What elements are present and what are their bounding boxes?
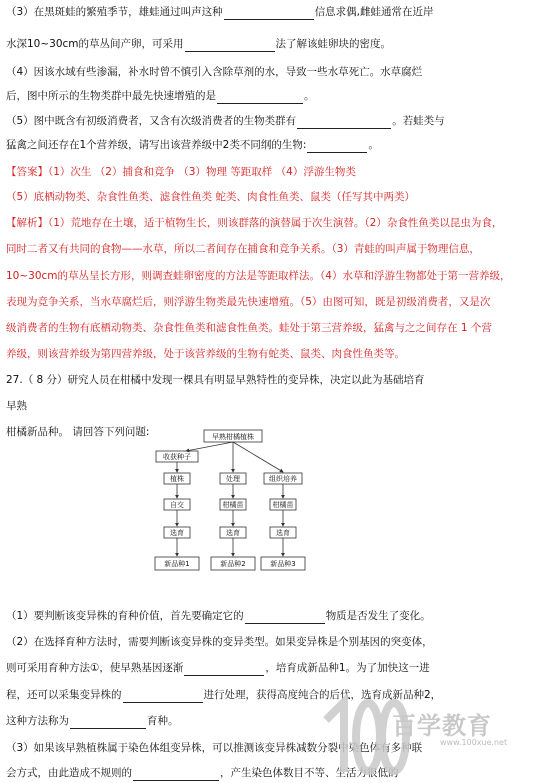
answer-blank: [297, 116, 391, 129]
node-c2-4: 新品种2: [220, 560, 246, 568]
q3-text-d: 法了解该蛙卵块的密度。: [275, 38, 392, 50]
answer-blank: [70, 716, 146, 729]
q4-line1: （4）因该水域有些渗漏，补水时曾不慎引入含除草剂的水，导致一些水草死亡。水草腐烂: [6, 66, 423, 78]
answer-blank: [123, 690, 203, 703]
breeding-flow-diagram: [146, 428, 316, 596]
node-c1-4: 新品种1: [164, 560, 190, 568]
q27-line3: 柑橘新品种。 请回答下列问题:: [6, 426, 150, 438]
answer-line1: 【答案】（1）次生 （2）捕食和竞争 （3）物理 等距取样 （4）浮游生物类: [6, 166, 356, 178]
q5-text-a: （5）图中既含有初级消费者，又含有次级消费者的生物类群有: [6, 115, 297, 127]
node-c3-3: 选育: [276, 529, 290, 537]
q27-p2-text-g: 育种。: [147, 715, 179, 727]
q5-text-b: 。若蛙类与: [392, 115, 445, 127]
q27-p2-text-e: 进行处理，获得高度纯合的后代，选育成新品种2，: [203, 689, 442, 701]
q4-line2: [6, 88, 550, 104]
q27-p1-text-a: （1）要判断该变异株的育种价值，首先要确定它的: [6, 610, 244, 622]
node-c1-2: 自交: [170, 501, 184, 509]
q27-p3-line1: （3）如果该早熟植株属于染色体组变异株，可以推测该变异株减数分裂中染色体有多种联: [6, 742, 423, 754]
node-seed: 收获种子: [163, 453, 191, 461]
q5-line1: [6, 113, 550, 129]
q27-p2-text-d: 程，还可以采集变异株的: [6, 689, 122, 701]
q3-text-a: （3）在黑斑蛙的繁殖季节，雄蛙通过叫声这种: [6, 6, 223, 18]
watermark-logo-url: www.100xue.net: [440, 738, 508, 747]
answer-blank: [307, 140, 367, 153]
answer-blank: [184, 663, 264, 676]
q3-text-c: 水深10~30cm的草丛间产卵，可采用: [6, 38, 184, 50]
q27-p2-line2: [6, 660, 550, 676]
q3-line2: [6, 36, 550, 52]
node-c2-1: 处理: [226, 475, 240, 483]
node-c3-2: 柑橘苗: [272, 501, 294, 509]
q3-line1: [6, 4, 550, 20]
q3-text-b: 信息求偶,雌蛙通常在近岸: [314, 6, 434, 18]
answer-line2: （5）底栖动物类、杂食性鱼类、滤食性鱼类 蛇类、肉食性鱼类、鼠类（任写其中两类）: [6, 191, 416, 203]
node-c2-2: 柑橘苗: [222, 501, 244, 509]
q27-p2-text-c: ，培育成新品种1。为了加快这一进: [265, 662, 430, 674]
q27-p1: [6, 608, 550, 624]
answer-blank: [224, 7, 314, 20]
analysis-line6: 养级，则该营养级为第四营养级，处于该营养级的生物有蛇类、鼠类、肉食性鱼类等。: [6, 348, 405, 360]
node-c1-1: 植株: [170, 475, 184, 483]
node-c3-1: 组织培养: [269, 475, 297, 483]
answer-blank: [217, 91, 303, 104]
answer-blank: [185, 39, 275, 52]
answer-blank: [245, 611, 325, 624]
q4-text-a: 后，图中所示的生物类群中最先快速增殖的是: [6, 90, 216, 102]
q27-p3-text-b: 会方式，由此造成不规则的: [6, 767, 132, 779]
analysis-line2: 同时二者又有共同的食物——水草，所以二者间存在捕食和竞争关系。（3）青蛙的叫声属于物理信息，: [6, 243, 480, 255]
q5-line2: [6, 137, 550, 153]
node-c1-3: 选育: [170, 529, 184, 537]
q5-text-d: 。: [368, 139, 379, 151]
analysis-line4: 表现为竞争关系，当水草腐烂后，则浮游生物类最先快速增殖。（5）由图可知，既是初级消费者，又是次: [6, 296, 491, 308]
q27-p2-text-b: 则可采用育种方法①，使早熟基因逐渐: [6, 662, 184, 674]
q27-p2-text-f: 这种方法称为: [6, 715, 69, 727]
node-c2-3: 选育: [226, 529, 240, 537]
q27-p1-text-b: 物质是否发生了变化。: [325, 610, 431, 622]
answer-blank: [133, 768, 219, 781]
analysis-line5: 级消费者的生物有底栖动物类、杂食性鱼类和滤食性鱼类。蛙处于第三营养级，猛禽与之之间存在 1 个营: [6, 322, 492, 334]
node-c3-4: 新品种3: [270, 560, 296, 568]
q4-text-b: 。: [304, 90, 315, 102]
analysis-line3: 10~30cm的草丛呈长方形，则调查蛙卵密度的方法是等距取样法。（4）水草和浮游生物都处于第一营养级，: [6, 270, 511, 282]
q5-text-c: 猛禽之间还存在1个营养级，请写出该营养级中2类不同纲的生物:: [6, 139, 307, 151]
q27-p3-text-c: ，产生染色体数目不等、生活力很低的: [220, 767, 399, 779]
analysis-line1: 【解析】（1）荒地存在土壤，适于植物生长，则该群落的演替属于次生演替。（2）杂食性鱼类以昆虫为食，: [6, 217, 503, 229]
q27-p2-line1: （2）在选择育种方法时，需要判断该变异株的变异类型。如果变异株是个别基因的突变体，: [6, 636, 433, 648]
node-top: 早熟柑橘植株: [212, 433, 254, 441]
q27-line2: 早熟: [6, 400, 27, 412]
watermark-logo-text: 百学教育: [392, 712, 492, 740]
q27-line1: 27.（ 8 分）研究人员在柑橘中发现一棵具有明显早熟特性的变异株，决定以此为基础培育: [6, 374, 425, 386]
